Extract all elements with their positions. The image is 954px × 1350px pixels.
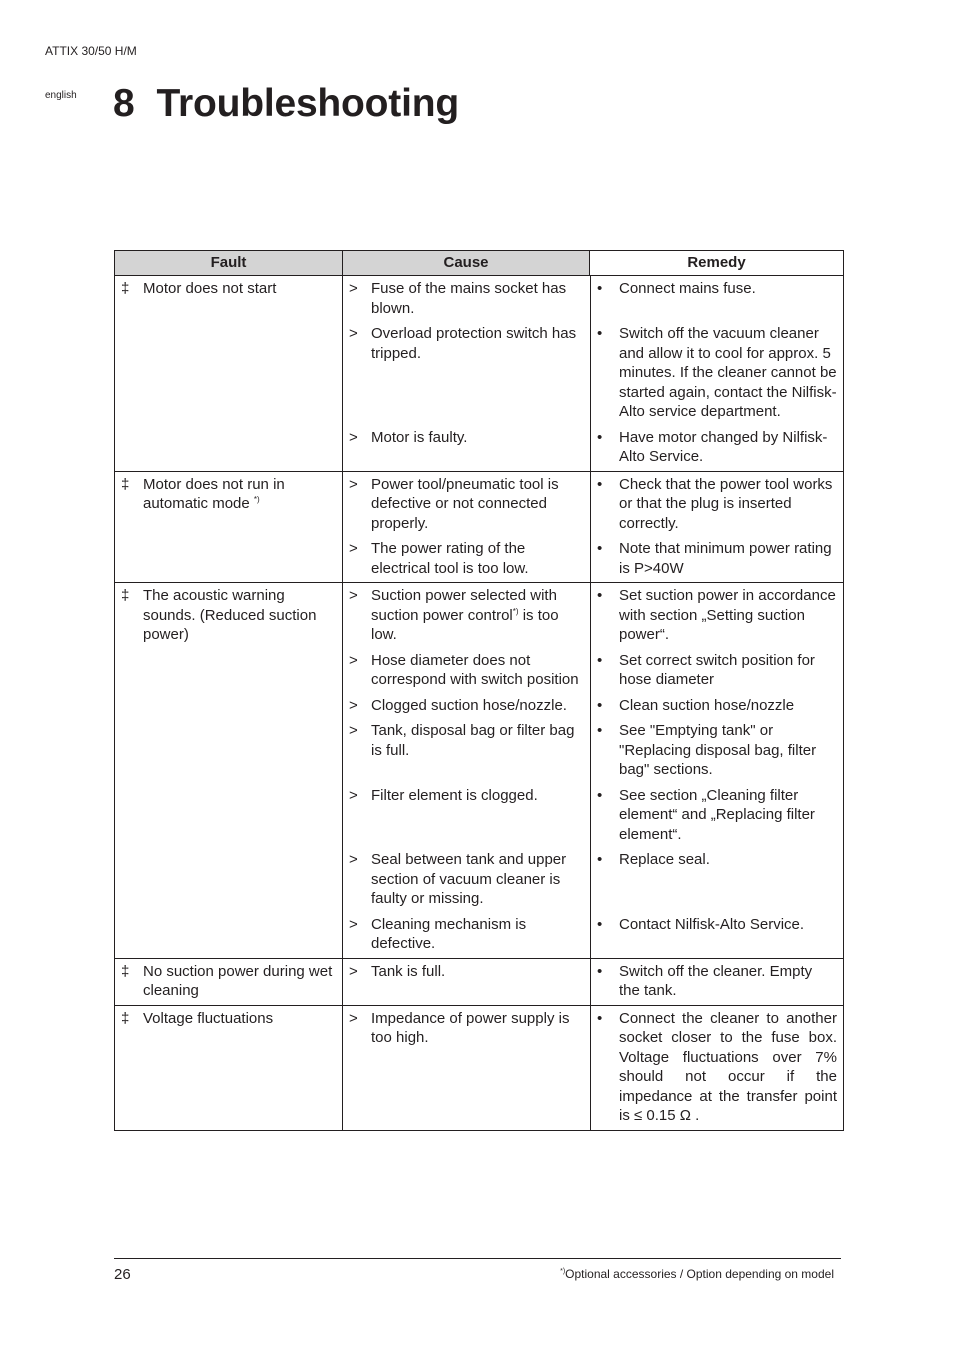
- cause-marker: >: [349, 915, 358, 933]
- fault-cell: [115, 471, 343, 583]
- cause-marker: >: [349, 1009, 358, 1027]
- cause-text: Tank, disposal bag or filter bag is full.: [371, 722, 575, 759]
- cause-text: Hose diameter does not correspond with switch position: [371, 651, 579, 688]
- cause-remedy-pair: [343, 848, 843, 913]
- fault-text: Motor does not run in automatic mode: [143, 475, 285, 512]
- cause-remedy-cell: [343, 276, 844, 472]
- table-row: [115, 276, 844, 472]
- cause-text: Seal between tank and upper section of vacuum cleaner is faulty or missing.: [371, 851, 567, 907]
- remedy-bullet: •: [597, 962, 603, 980]
- remedy-bullet: •: [597, 325, 603, 342]
- table-row: [115, 958, 844, 1005]
- cause-marker: >: [349, 696, 358, 714]
- cause-marker: >: [349, 651, 358, 669]
- cause-remedy-cell: [343, 958, 844, 1005]
- cause-text: Fuse of the mains socket has blown.: [371, 280, 567, 317]
- cause-remedy-pair: [343, 472, 843, 538]
- cause-remedy-pair: [343, 426, 843, 471]
- cause-marker: >: [349, 786, 358, 804]
- remedy-text: Check that the power tool works or that the plug is inserted correctly.: [619, 475, 833, 532]
- cause-marker: >: [349, 962, 358, 980]
- cause-marker: >: [349, 428, 358, 446]
- remedy-text: Switch off the vacuum cleaner and allow it to cool for approx. 5 minutes. If the cleaner cannot be started again, contact the Nilfisk-Alto service department.: [619, 325, 837, 420]
- remedy-text: Note that minimum power rating is P>40W: [619, 540, 832, 577]
- cause-text: The power rating of the electrical tool is too low.: [371, 540, 529, 577]
- cause-remedy-pair: [343, 322, 843, 426]
- remedy-text: See "Emptying tank" or "Replacing disposal bag, filter bag" sections.: [619, 722, 817, 778]
- cause-remedy-pair: [343, 913, 843, 958]
- cause-marker: >: [349, 851, 358, 868]
- cause-remedy-pair: [343, 276, 843, 322]
- remedy-text: Contact Nilfisk-Alto Service.: [619, 915, 805, 933]
- cause-text: Motor is faulty.: [371, 428, 468, 446]
- footnote-text: Optional accessories / Option depending on model: [565, 1267, 834, 1281]
- fault-text: Voltage fluctuations: [143, 1009, 274, 1027]
- fault-marker: ‡: [121, 280, 130, 297]
- footnote-reference: *): [253, 495, 260, 504]
- cause-remedy-pair: [343, 583, 843, 649]
- footnote: [560, 1267, 834, 1281]
- cause-text-tail: is too low.: [371, 606, 559, 643]
- cause-text: Overload protection switch has tripped.: [371, 325, 577, 362]
- remedy-text: Connect mains fuse.: [619, 280, 756, 297]
- troubleshooting-table: [114, 250, 844, 1131]
- fault-cell: [115, 1005, 343, 1130]
- chapter-title: Troubleshooting: [156, 82, 459, 125]
- remedy-text: Clean suction hose/nozzle: [619, 696, 795, 714]
- header-fault: Fault: [115, 251, 343, 276]
- cause-text: Impedance of power supply is too high.: [371, 1009, 570, 1046]
- fault-marker: ‡: [121, 475, 130, 493]
- remedy-text: Connect the cleaner to another socket closer to the fuse box. Voltage fluctuations over 7% should not occur if the impedance at the transfer point is ≤ 0.15 Ω .: [619, 1009, 837, 1124]
- cause-text: Cleaning mechanism is defective.: [371, 915, 527, 952]
- page-number: 26: [114, 1266, 131, 1283]
- remedy-bullet: •: [597, 915, 603, 933]
- model-name: ATTIX 30/50 H/M: [45, 44, 137, 58]
- footnote-mark: *): [560, 1268, 566, 1275]
- cause-marker: >: [349, 587, 358, 604]
- remedy-bullet: •: [597, 280, 603, 297]
- remedy-bullet: •: [597, 651, 603, 669]
- cause-text: Clogged suction hose/nozzle.: [371, 696, 567, 714]
- footer-divider: [114, 1258, 841, 1259]
- fault-cell: [115, 276, 343, 472]
- header-cause: Cause: [343, 251, 590, 276]
- cause-marker: >: [349, 540, 358, 557]
- cause-text: Power tool/pneumatic tool is defective or not connected properly.: [371, 475, 559, 532]
- cause-remedy-pair: [343, 537, 843, 582]
- remedy-text: Set correct switch position for hose diameter: [619, 651, 815, 688]
- fault-text: The acoustic warning sounds. (Reduced suction power): [143, 587, 317, 643]
- cause-marker: >: [349, 280, 358, 297]
- fault-marker: ‡: [121, 587, 130, 604]
- cause-remedy-pair: [343, 1006, 843, 1130]
- remedy-bullet: •: [597, 540, 603, 557]
- fault-text: No suction power during wet cleaning: [143, 962, 333, 999]
- fault-cell: [115, 958, 343, 1005]
- remedy-text: Have motor changed by Nilfisk-Alto Service.: [619, 428, 828, 465]
- cause-remedy-pair: [343, 649, 843, 694]
- table-row: [115, 1005, 844, 1130]
- footnote-reference: *): [512, 606, 519, 616]
- cause-text: Suction power selected with suction power control: [371, 587, 557, 624]
- cause-remedy-cell: [343, 471, 844, 583]
- cause-remedy-pair: [343, 784, 843, 849]
- cause-remedy-pair: [343, 694, 843, 720]
- cause-remedy-cell: [343, 583, 844, 959]
- table-header-row: [115, 251, 844, 276]
- cause-marker: >: [349, 722, 358, 739]
- remedy-bullet: •: [597, 851, 603, 868]
- page-title: [113, 82, 459, 126]
- remedy-bullet: •: [597, 475, 603, 493]
- fault-text: Motor does not start: [143, 280, 277, 297]
- remedy-text: Switch off the cleaner. Empty the tank.: [619, 962, 813, 999]
- fault-marker: ‡: [121, 1009, 130, 1027]
- remedy-text: See section „Cleaning filter element“ and „Replacing filter element“.: [619, 786, 815, 843]
- cause-text: Filter element is clogged.: [371, 786, 538, 804]
- remedy-text: Replace seal.: [619, 851, 710, 868]
- remedy-bullet: •: [597, 696, 603, 714]
- remedy-bullet: •: [597, 428, 603, 446]
- header-remedy: Remedy: [590, 251, 844, 276]
- cause-remedy-pair: [343, 719, 843, 784]
- cause-remedy-pair: [343, 959, 843, 1005]
- remedy-bullet: •: [597, 587, 603, 604]
- remedy-text: Set suction power in accordance with section „Setting suction power“.: [619, 587, 836, 643]
- table-row: [115, 471, 844, 583]
- remedy-bullet: •: [597, 722, 603, 739]
- cause-text: Tank is full.: [371, 962, 446, 980]
- cause-marker: >: [349, 325, 358, 342]
- language-label: english: [45, 90, 77, 101]
- remedy-bullet: •: [597, 786, 603, 804]
- cause-remedy-cell: [343, 1005, 844, 1130]
- fault-cell: [115, 583, 343, 959]
- remedy-bullet: •: [597, 1009, 603, 1027]
- fault-marker: ‡: [121, 962, 130, 980]
- cause-marker: >: [349, 475, 358, 493]
- chapter-number: 8: [113, 82, 135, 125]
- table-row: [115, 583, 844, 959]
